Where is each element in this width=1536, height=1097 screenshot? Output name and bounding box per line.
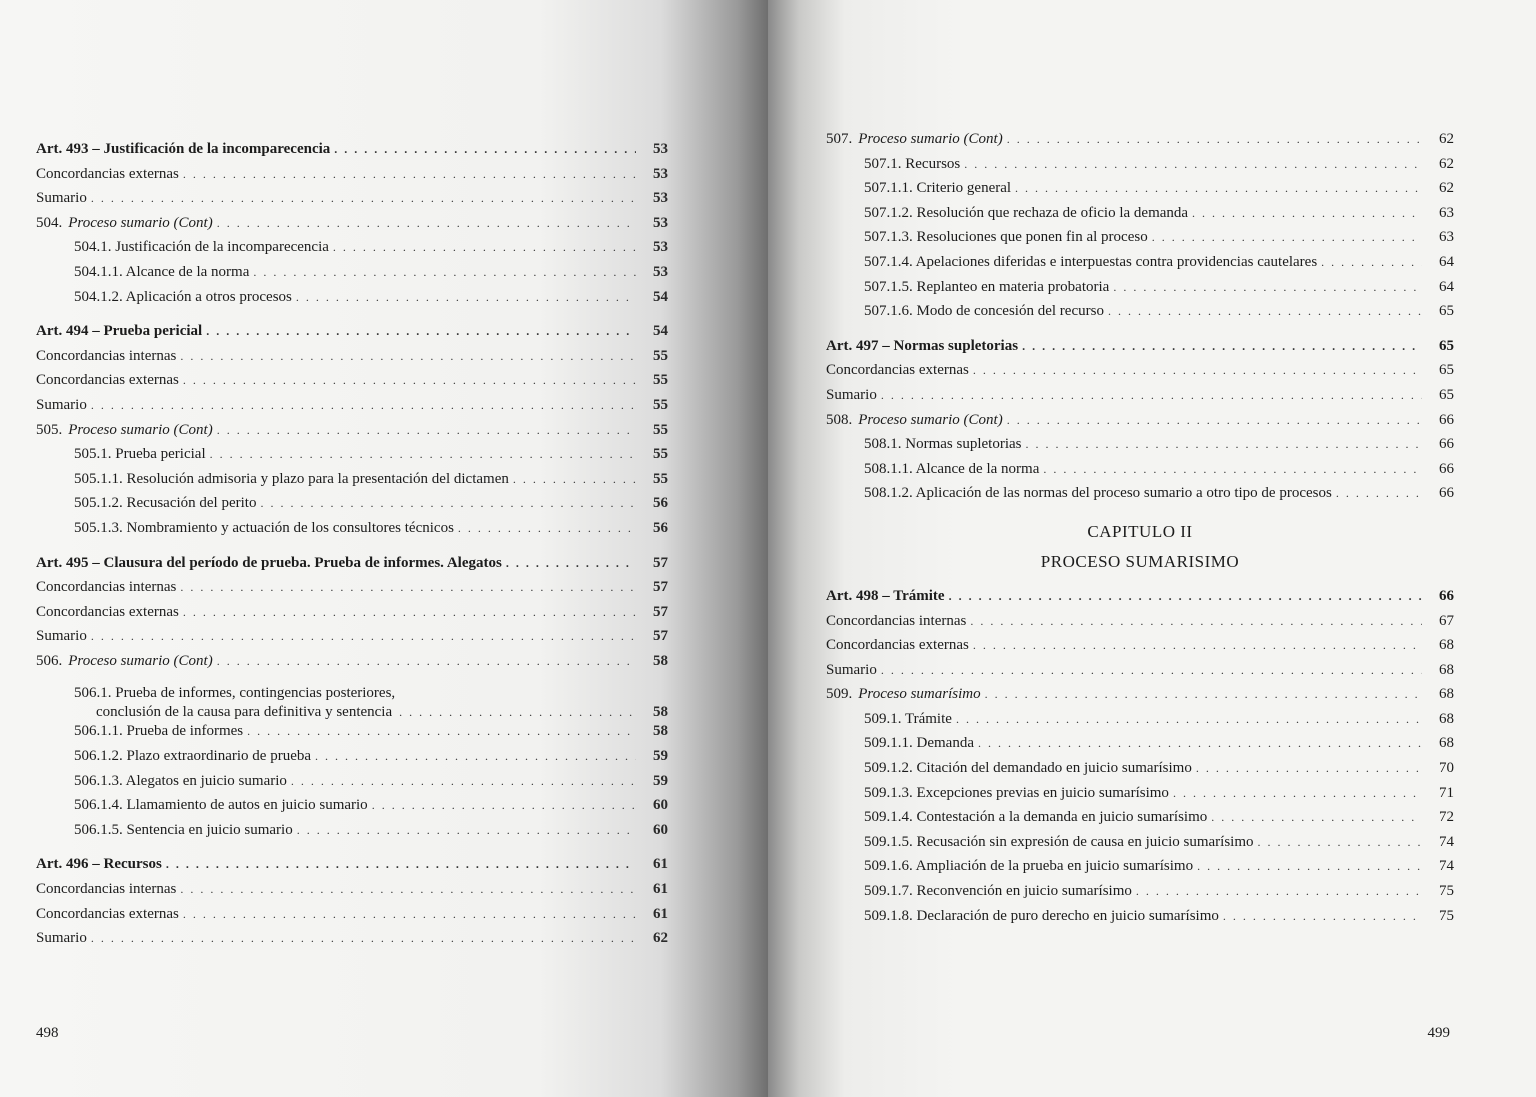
- toc-entry: [826, 759, 1454, 784]
- toc-page-number: 54: [653, 323, 668, 340]
- toc-article-heading: [36, 140, 668, 165]
- toc-entry-label: Sumario: [36, 190, 87, 207]
- dot-leader: [183, 165, 636, 183]
- toc-entry-label: [74, 684, 395, 722]
- dot-leader: [949, 587, 1422, 605]
- toc-page-number: 65: [1439, 362, 1454, 379]
- dot-leader: [291, 772, 636, 790]
- toc-entry-label: Sumario: [36, 396, 87, 413]
- toc-entry-label: 506.1.1. Prueba de informes: [74, 723, 244, 740]
- dot-leader: [1152, 228, 1422, 246]
- toc-entry: [36, 445, 668, 470]
- dot-leader: [1136, 882, 1422, 900]
- dot-leader: [1173, 784, 1422, 802]
- toc-page-number: 55: [653, 396, 668, 413]
- dot-leader: [970, 612, 1422, 630]
- page-number-left: 498: [36, 1025, 59, 1041]
- dot-leader: [1336, 484, 1422, 502]
- toc-entry-label: 506.1.3. Alegatos en juicio sumario: [74, 772, 287, 789]
- toc-page-number: 61: [653, 856, 668, 873]
- toc-entry: [36, 470, 668, 495]
- toc-entry: [36, 722, 668, 747]
- toc-page-number: 58: [653, 704, 668, 721]
- toc-section-title: Proceso sumario (Cont): [858, 131, 1003, 147]
- toc-page-number: 59: [653, 772, 668, 789]
- toc-entry: [826, 484, 1454, 509]
- toc-page-number: 55: [653, 421, 668, 438]
- toc-entry-label: 507.1.5. Replanteo en materia probatoria: [864, 278, 1110, 295]
- dot-leader: [206, 322, 636, 340]
- toc-entry: [36, 288, 668, 313]
- toc-page-number: 68: [1439, 710, 1454, 727]
- toc-page-number: 57: [653, 579, 668, 596]
- toc-article-heading: [826, 337, 1454, 362]
- toc-page-number: 57: [653, 628, 668, 645]
- toc-entry-label: 505.1.1. Resolución admisoria y plazo para la presentación del dictamen: [74, 470, 509, 487]
- toc-entry-label: Concordancias externas: [36, 905, 179, 922]
- toc-entry: [36, 821, 668, 846]
- dot-leader: [180, 347, 636, 365]
- toc-page-number: 62: [653, 930, 668, 947]
- toc-entry: [36, 347, 668, 372]
- toc-entry-label: [36, 214, 213, 232]
- dot-leader: [1108, 302, 1422, 320]
- toc-entry: [36, 929, 668, 954]
- table-of-contents-right: [826, 130, 1454, 931]
- toc-entry-label: 504.1.1. Alcance de la norma: [74, 263, 250, 280]
- toc-entry-label: 509.1.6. Ampliación de la prueba en juicio sumarísimo: [864, 858, 1194, 875]
- dot-leader: [1025, 435, 1422, 453]
- toc-page-number: 65: [1439, 337, 1454, 354]
- toc-entry: [36, 747, 668, 772]
- toc-entry: [826, 808, 1454, 833]
- toc-entry: [36, 796, 668, 821]
- toc-entry-label: Concordancias externas: [36, 603, 179, 620]
- dot-leader: [985, 685, 1422, 703]
- toc-section-number: 504.: [36, 214, 63, 231]
- toc-section-number: 505.: [36, 421, 63, 438]
- toc-entry: [826, 130, 1454, 155]
- dot-leader: [1192, 204, 1422, 222]
- dot-leader: [180, 578, 636, 596]
- toc-page-number: 75: [1439, 883, 1454, 900]
- toc-page-number: 53: [653, 239, 668, 256]
- toc-page-number: 74: [1439, 858, 1454, 875]
- chapter-heading: CAPITULO II: [1087, 521, 1193, 541]
- dot-leader: [91, 929, 636, 947]
- toc-entry: [36, 652, 668, 677]
- chapter-heading: PROCESO SUMARISIMO: [1040, 551, 1240, 571]
- toc-page-number: 59: [653, 748, 668, 765]
- toc-page-number: 68: [1439, 637, 1454, 654]
- toc-section-number: 508.: [826, 411, 853, 428]
- dot-leader: [1007, 411, 1422, 429]
- toc-entry: [826, 179, 1454, 204]
- toc-section-title: Proceso sumario (Cont): [858, 411, 1003, 428]
- toc-article-heading: [36, 322, 668, 347]
- toc-page-number: 67: [1439, 612, 1454, 629]
- dot-leader: [1015, 179, 1422, 197]
- dot-leader: [1258, 833, 1423, 851]
- dot-leader: [372, 796, 636, 814]
- dot-leader: [91, 189, 636, 207]
- toc-entry: [36, 676, 668, 722]
- toc-entry: [826, 204, 1454, 229]
- toc-entry-label: 507.1.1. Criterio general: [864, 180, 1012, 197]
- toc-entry-label: Concordancias externas: [36, 372, 179, 389]
- toc-page-number: 57: [653, 554, 668, 571]
- toc-entry: [826, 661, 1454, 686]
- toc-entry: [826, 155, 1454, 180]
- dot-leader: [260, 494, 636, 512]
- toc-section-title: Proceso sumario (Cont): [68, 652, 213, 669]
- toc-section-title: Proceso sumario (Cont): [68, 421, 213, 438]
- toc-entry: [826, 386, 1454, 411]
- dot-leader: [217, 421, 636, 439]
- dot-leader: [1022, 337, 1422, 355]
- toc-entry: [826, 907, 1454, 932]
- toc-page-number: 66: [1439, 411, 1454, 428]
- toc-page-number: 54: [653, 288, 668, 305]
- toc-entry-label: Art. 493 – Justificación de la incomparecencia: [36, 141, 331, 157]
- toc-entry-label: 507.1.6. Modo de concesión del recurso: [864, 303, 1104, 320]
- toc-entry: [826, 278, 1454, 303]
- toc-entry-label: Concordancias internas: [36, 347, 177, 364]
- dot-leader: [333, 238, 636, 256]
- dot-leader: [183, 371, 636, 389]
- dot-leader: [964, 155, 1422, 173]
- toc-section-number: 509.: [826, 686, 853, 703]
- toc-page-number: 56: [653, 519, 668, 536]
- toc-page-number: 74: [1439, 833, 1454, 850]
- dot-leader: [1211, 808, 1422, 826]
- dot-leader: [1043, 460, 1422, 478]
- toc-entry-label: 509.1.4. Contestación a la demanda en juicio sumarísimo: [864, 809, 1208, 826]
- dot-leader: [217, 214, 636, 232]
- toc-page-number: 65: [1439, 303, 1454, 320]
- dot-leader: [1007, 130, 1422, 148]
- toc-entry-label: Sumario: [36, 628, 87, 645]
- toc-entry: [826, 734, 1454, 759]
- toc-entry-label: 509.1. Trámite: [864, 710, 952, 727]
- dot-leader: [210, 445, 636, 463]
- toc-entry-label: 504.1. Justificación de la incomparecencia: [74, 239, 329, 256]
- toc-page-number: 63: [1439, 204, 1454, 221]
- toc-entry: [36, 603, 668, 628]
- toc-page-number: 62: [1439, 155, 1454, 172]
- toc-page-number: 64: [1439, 278, 1454, 295]
- toc-entry-label: 507.1.3. Resoluciones que ponen fin al proceso: [864, 229, 1148, 246]
- toc-entry: [36, 189, 668, 214]
- toc-page-number: 71: [1439, 784, 1454, 801]
- dot-leader: [253, 263, 636, 281]
- dot-leader: [1113, 278, 1422, 296]
- toc-entry-label: 508.1. Normas supletorias: [864, 436, 1022, 453]
- toc-page-number: 70: [1439, 760, 1454, 777]
- toc-entry-label: Concordancias externas: [826, 637, 969, 654]
- toc-entry: [826, 460, 1454, 485]
- toc-entry-label-line: 506.1. Prueba de informes, contingencias posteriores,: [74, 685, 396, 702]
- dot-leader: [506, 554, 636, 572]
- toc-section-number: 506.: [36, 652, 63, 669]
- toc-page-number: 61: [653, 881, 668, 898]
- toc-entry-label-line: conclusión de la causa para definitiva y sentencia: [96, 704, 393, 721]
- dot-leader: [513, 470, 636, 488]
- toc-page-number: 55: [653, 347, 668, 364]
- toc-page-number: 58: [653, 723, 668, 740]
- toc-entry: [36, 880, 668, 905]
- dot-leader: [91, 396, 636, 414]
- toc-entry-label: Art. 494 – Prueba pericial: [36, 323, 203, 340]
- toc-entry: [826, 857, 1454, 882]
- dot-leader: [315, 747, 636, 765]
- toc-entry-label: 506.1.4. Llamamiento de autos en juicio sumario: [74, 797, 368, 814]
- toc-page-number: 53: [653, 165, 668, 182]
- toc-entry-label: [826, 130, 1003, 148]
- dot-leader: [973, 636, 1422, 654]
- dot-leader: [91, 627, 636, 645]
- toc-section-title: Proceso sumario (Cont): [68, 214, 213, 231]
- toc-page-number: 62: [1439, 131, 1454, 147]
- toc-entry: [36, 421, 668, 446]
- toc-entry-label: Concordancias externas: [826, 362, 969, 379]
- dot-leader: [183, 905, 636, 923]
- toc-page-number: 60: [653, 821, 668, 838]
- toc-entry-label: 509.1.7. Reconvención en juicio sumarísimo: [864, 883, 1132, 900]
- dot-leader: [1223, 907, 1422, 925]
- toc-entry-label: Sumario: [826, 661, 877, 678]
- toc-page-number: 56: [653, 495, 668, 512]
- toc-article-heading: [36, 554, 668, 579]
- toc-entry: [36, 578, 668, 603]
- toc-entry-label: 507.1.2. Resolución que rechaza de oficio la demanda: [864, 204, 1189, 221]
- toc-entry: [826, 411, 1454, 436]
- toc-page-number: 57: [653, 603, 668, 620]
- toc-entry: [826, 612, 1454, 637]
- toc-entry-label: Concordancias internas: [36, 881, 177, 898]
- toc-article-heading: [826, 587, 1454, 612]
- toc-page-number: 55: [653, 470, 668, 487]
- toc-entry-label: 506.1.2. Plazo extraordinario de prueba: [74, 748, 312, 765]
- toc-page-number: 53: [653, 141, 668, 157]
- toc-entry: [36, 519, 668, 544]
- toc-entry-label: 509.1.3. Excepciones previas en juicio sumarísimo: [864, 784, 1169, 801]
- dot-leader: [399, 703, 636, 722]
- toc-entry: [826, 253, 1454, 278]
- toc-entry: [826, 833, 1454, 858]
- toc-entry-label: Art. 498 – Trámite: [826, 587, 945, 604]
- toc-entry-label: 509.1.8. Declaración de puro derecho en juicio sumarísimo: [864, 907, 1219, 924]
- dot-leader: [881, 386, 1422, 404]
- dot-leader: [166, 855, 636, 873]
- dot-leader: [183, 603, 636, 621]
- dot-leader: [1197, 857, 1422, 875]
- toc-page-number: 66: [1439, 587, 1454, 604]
- toc-entry: [36, 238, 668, 263]
- toc-entry-label: Sumario: [826, 386, 877, 403]
- toc-page-number: 65: [1439, 386, 1454, 403]
- toc-entry: [36, 165, 668, 190]
- toc-entry-label: Concordancias internas: [826, 612, 967, 629]
- toc-entry: [826, 636, 1454, 661]
- dot-leader: [297, 821, 636, 839]
- toc-section-number: 507.: [826, 131, 853, 147]
- toc-entry-label: 507.1. Recursos: [864, 155, 961, 172]
- toc-entry: [826, 685, 1454, 710]
- toc-entry-label: Sumario: [36, 930, 87, 947]
- toc-entry-label: 509.1.2. Citación del demandado en juicio sumarísimo: [864, 760, 1192, 777]
- page-number-right: 499: [1427, 1025, 1450, 1041]
- toc-entry-label: 508.1.1. Alcance de la norma: [864, 460, 1040, 477]
- toc-page-number: 66: [1439, 436, 1454, 453]
- toc-entry-label: Art. 496 – Recursos: [36, 856, 162, 873]
- toc-entry-label: 505.1.2. Recusación del perito: [74, 495, 257, 512]
- dot-leader: [1196, 759, 1422, 777]
- toc-page-number: 75: [1439, 907, 1454, 924]
- toc-entry-label: [826, 411, 1003, 429]
- toc-entry-label: Concordancias externas: [36, 165, 179, 182]
- toc-page-number: 68: [1439, 686, 1454, 703]
- toc-entry: [36, 494, 668, 519]
- toc-entry: [826, 228, 1454, 253]
- toc-entry: [826, 784, 1454, 809]
- toc-page-number: 62: [1439, 180, 1454, 197]
- toc-page-number: 66: [1439, 485, 1454, 502]
- toc-entry-label: 506.1.5. Sentencia en juicio sumario: [74, 821, 293, 838]
- toc-page-number: 55: [653, 372, 668, 389]
- toc-entry: [36, 627, 668, 652]
- dot-leader: [956, 710, 1422, 728]
- toc-entry: [826, 302, 1454, 327]
- toc-entry: [36, 371, 668, 396]
- toc-entry: [826, 361, 1454, 386]
- dot-leader: [881, 661, 1422, 679]
- toc-page-number: 63: [1439, 229, 1454, 246]
- toc-page-number: 68: [1439, 661, 1454, 678]
- toc-entry: [826, 435, 1454, 460]
- toc-entry-label: [826, 685, 981, 703]
- dot-leader: [973, 361, 1422, 379]
- toc-page-number: 68: [1439, 735, 1454, 752]
- toc-entry-label: 504.1.2. Aplicación a otros procesos: [74, 288, 292, 305]
- toc-page-number: 53: [653, 214, 668, 231]
- dot-leader: [978, 734, 1422, 752]
- toc-page-number: 55: [653, 446, 668, 463]
- toc-page-number: 61: [653, 905, 668, 922]
- toc-entry-label: [36, 421, 213, 439]
- toc-entry-label: 507.1.4. Apelaciones diferidas e interpuestas contra providencias cautelares: [864, 253, 1318, 270]
- toc-entry-label: 509.1.5. Recusación sin expresión de causa en juicio sumarísimo: [864, 833, 1254, 850]
- toc-entry: [826, 710, 1454, 735]
- toc-section-title: Proceso sumarísimo: [858, 686, 981, 703]
- toc-entry-label: 505.1.3. Nombramiento y actuación de los consultores técnicos: [74, 519, 454, 536]
- dot-leader: [217, 652, 636, 670]
- dot-leader: [1321, 253, 1422, 271]
- dot-leader: [247, 722, 636, 740]
- toc-page-number: 66: [1439, 460, 1454, 477]
- right-page: [768, 0, 1536, 1097]
- toc-entry-label: 509.1.1. Demanda: [864, 735, 974, 752]
- toc-entry: [36, 905, 668, 930]
- toc-page-number: 64: [1439, 253, 1454, 270]
- toc-entry-label: Art. 497 – Normas supletorias: [826, 337, 1019, 354]
- toc-entry-label: 505.1. Prueba pericial: [74, 446, 206, 463]
- toc-entry: [36, 214, 668, 239]
- toc-page-number: 53: [653, 263, 668, 280]
- toc-entry: [36, 396, 668, 421]
- toc-entry: [36, 263, 668, 288]
- dot-leader: [334, 140, 636, 158]
- toc-entry-label: 508.1.2. Aplicación de las normas del proceso sumario a otro tipo de procesos: [864, 485, 1332, 502]
- toc-entry: [826, 882, 1454, 907]
- toc-entry: [36, 772, 668, 797]
- toc-page-number: 53: [653, 190, 668, 207]
- toc-page-number: 72: [1439, 809, 1454, 826]
- dot-leader: [458, 519, 636, 537]
- toc-entry-label: [36, 652, 213, 670]
- dot-leader: [296, 288, 636, 306]
- toc-page-number: 58: [653, 652, 668, 669]
- toc-page-number: 60: [653, 797, 668, 814]
- toc-entry-label: Concordancias internas: [36, 579, 177, 596]
- dot-leader: [180, 880, 636, 898]
- table-of-contents-left: [36, 130, 668, 954]
- toc-article-heading: [36, 855, 668, 880]
- toc-entry-label: Art. 495 – Clausura del período de prueba. Prueba de informes. Alegatos: [36, 554, 502, 571]
